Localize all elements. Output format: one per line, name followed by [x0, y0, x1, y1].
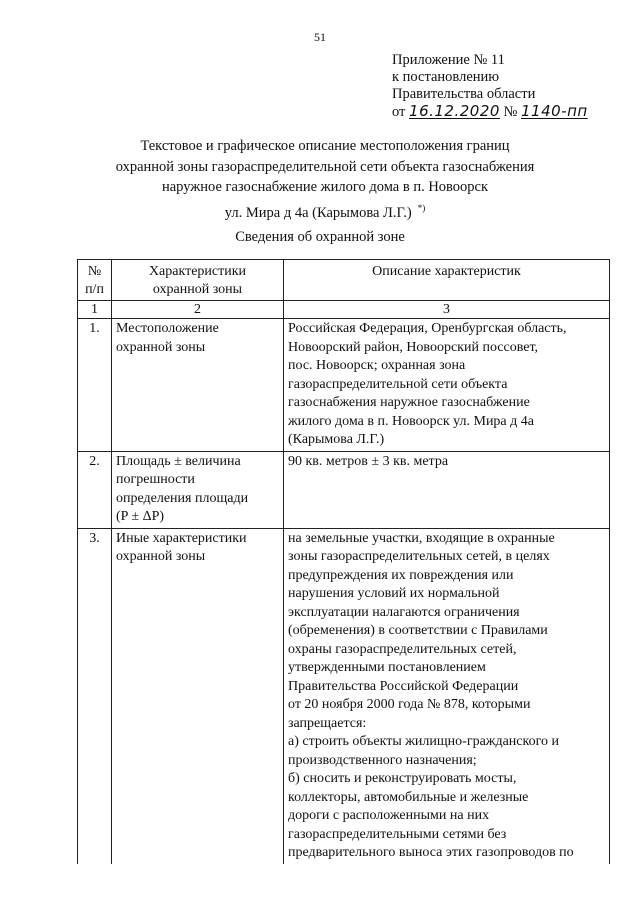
- handwritten-date: 16.12.2020: [409, 102, 500, 120]
- from-label: от: [392, 104, 406, 120]
- document-title: [90, 136, 560, 223]
- appendix-date-line: [392, 103, 588, 121]
- row-description: на земельные участки, входящие в охранные зоны газораспределительных сетей, в целях предупреждения их повреждения или нарушения условий их нормальной эксплуатации налагаются ограничения (обременения) в соответствии с Правилами охраны газораспределительных сетей, утвержденными постановлением Правительства Российской Федерации от 20 ноября 2000 года № 878, которыми запрещается: а) строить объекты жилищно-гражданского и производственного назначения; б) сносить и реконструировать мосты, коллекторы, автомобильные и железные дороги с расположенными на них газораспределительными сетями без предварительного выноса этих газопроводов по: [284, 528, 610, 864]
- number-label: №: [503, 104, 518, 120]
- index-cell: 1: [78, 301, 112, 319]
- table-row: [78, 319, 610, 452]
- row-characteristic: Площадь ± величина погрешности определения площади (P ± ΔP): [112, 451, 284, 528]
- section-subtitle: Сведения об охранной зоне: [235, 229, 405, 245]
- row-description: 90 кв. метров ± 3 кв. метра: [284, 451, 610, 528]
- title-line1: Текстовое и графическое описание местоположения границ: [140, 138, 510, 154]
- footnote-mark: *): [417, 202, 426, 213]
- appendix-line2: к постановлению: [392, 69, 500, 85]
- row-number: 1.: [78, 319, 112, 452]
- header-description: Описание характеристик: [284, 260, 610, 301]
- table-row: [78, 451, 610, 528]
- handwritten-number: 1140-пп: [521, 102, 588, 120]
- page-number: 51: [314, 30, 326, 44]
- row-number: 3.: [78, 528, 112, 864]
- appendix-line1: Приложение № 11: [392, 52, 505, 68]
- row-characteristic: Иные характеристики охранной зоны: [112, 528, 284, 864]
- title-line4: ул. Мира д 4а (Карымова Л.Г.) *): [224, 202, 426, 221]
- table-header-row: [78, 260, 610, 301]
- table-row: [78, 528, 610, 864]
- header-characteristics: Характеристики охранной зоны: [112, 260, 284, 301]
- title-line3: наружное газоснабжение жилого дома в п. Новоорск: [161, 179, 489, 195]
- appendix-line3: Правительства области: [392, 86, 536, 102]
- row-number: 2.: [78, 451, 112, 528]
- row-description: Российская Федерация, Оренбургская область, Новоорский район, Новоорский поссовет, пос. Новоорск; охранная зона газораспределительной сети объекта газоснабжения наружное газоснабжение жилого дома в п. Новоорск ул. Мира д 4а (Карымова Л.Г.): [284, 319, 610, 452]
- row-characteristic: Местоположение охранной зоны: [112, 319, 284, 452]
- zone-info-table: [77, 259, 610, 864]
- header-number: № п/п: [78, 260, 112, 301]
- index-cell: 2: [112, 301, 284, 319]
- appendix-block: [392, 52, 588, 121]
- title-line2: охранной зоны газораспределительной сети объекта газоснабжения: [115, 158, 535, 175]
- index-cell: 3: [284, 301, 610, 319]
- table-index-row: [78, 301, 610, 319]
